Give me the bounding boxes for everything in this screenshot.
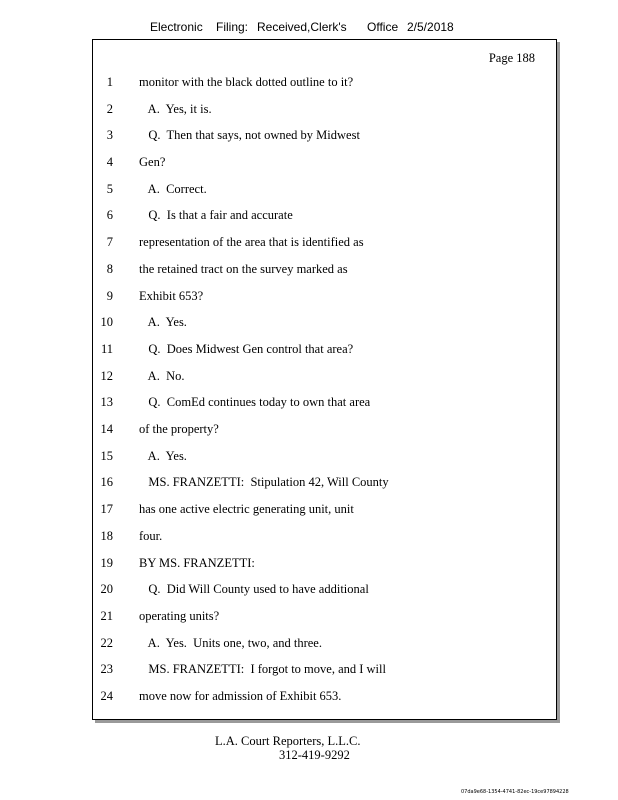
line-number: 21 (100, 609, 113, 623)
line-text: MS. FRANZETTI: I forgot to move, and I will (139, 662, 386, 676)
line-number: 15 (100, 449, 113, 463)
transcript-line (93, 315, 556, 333)
transcript-line (93, 556, 556, 574)
line-number: 11 (100, 342, 113, 356)
line-number: 2 (106, 102, 113, 116)
header-date: 2/5/2018 (407, 20, 454, 34)
transcript-line (93, 155, 556, 173)
line-number: 19 (100, 556, 113, 570)
header-electronic: Electronic (150, 20, 203, 34)
transcript-line (93, 475, 556, 493)
footer-phone: 312-419-9292 (279, 748, 350, 762)
transcript-line (93, 636, 556, 654)
line-number: 10 (100, 315, 113, 329)
line-text: monitor with the black dotted outline to it? (139, 75, 354, 89)
transcript-line (93, 235, 556, 253)
transcript-line (93, 369, 556, 387)
line-text: Q. Did Will County used to have additional (139, 582, 369, 596)
header-received: Received,Clerk's (257, 20, 347, 34)
line-number: 1 (106, 75, 113, 89)
transcript-line (93, 75, 556, 93)
line-text: A. Correct. (139, 182, 207, 196)
line-number: 20 (100, 582, 113, 596)
line-number: 16 (100, 475, 113, 489)
line-text: A. Yes, it is. (139, 102, 212, 116)
transcript-page (92, 39, 557, 720)
line-text: operating units? (139, 609, 220, 623)
line-number: 8 (106, 262, 113, 276)
transcript-line (93, 262, 556, 280)
line-text: MS. FRANZETTI: Stipulation 42, Will County (139, 475, 389, 489)
transcript-line (93, 182, 556, 200)
line-number: 7 (106, 235, 113, 249)
transcript-line (93, 609, 556, 627)
transcript-line (93, 128, 556, 146)
line-number: 5 (106, 182, 113, 196)
line-text: Q. Is that a fair and accurate (139, 208, 293, 222)
line-number: 13 (100, 395, 113, 409)
line-text: Exhibit 653? (139, 289, 204, 303)
line-number: 9 (106, 289, 113, 303)
line-number: 24 (100, 689, 113, 703)
transcript-line (93, 449, 556, 467)
line-text: the retained tract on the survey marked as (139, 262, 348, 276)
transcript-line (93, 662, 556, 680)
line-text: four. (139, 529, 163, 543)
transcript-line (93, 582, 556, 600)
transcript-line (93, 289, 556, 307)
filing-stamp-header (0, 20, 618, 36)
transcript-line (93, 422, 556, 440)
transcript-line (93, 342, 556, 360)
line-text: of the property? (139, 422, 219, 436)
line-text: BY MS. FRANZETTI: (139, 556, 255, 570)
line-text: move now for admission of Exhibit 653. (139, 689, 342, 703)
line-number: 6 (106, 208, 113, 222)
transcript-line (93, 502, 556, 520)
document-id: 07da9e68-1354-4741-82ec-19ce97894228 (461, 789, 569, 795)
line-number: 23 (100, 662, 113, 676)
line-text: Q. ComEd continues today to own that area (139, 395, 371, 409)
line-number: 18 (100, 529, 113, 543)
page-number: Page 188 (488, 51, 535, 65)
line-text: A. Yes. (139, 315, 187, 329)
footer-company: L.A. Court Reporters, L.L.C. (215, 734, 361, 748)
header-office: Office (367, 20, 399, 34)
line-text: Q. Does Midwest Gen control that area? (139, 342, 354, 356)
line-text: Q. Then that says, not owned by Midwest (139, 128, 360, 142)
header-filing: Filing: (216, 20, 249, 34)
line-number: 14 (100, 422, 113, 436)
line-text: A. Yes. (139, 449, 187, 463)
transcript-line (93, 689, 556, 707)
line-number: 4 (106, 155, 113, 169)
line-number: 12 (100, 369, 113, 383)
transcript-line (93, 395, 556, 413)
line-number: 22 (100, 636, 113, 650)
line-text: A. Yes. Units one, two, and three. (139, 636, 322, 650)
line-text: Gen? (139, 155, 166, 169)
transcript-line (93, 102, 556, 120)
line-number: 3 (106, 128, 113, 142)
line-text: has one active electric generating unit, unit (139, 502, 354, 516)
line-text: A. No. (139, 369, 185, 383)
transcript-line (93, 208, 556, 226)
transcript-line (93, 529, 556, 547)
line-number: 17 (100, 502, 113, 516)
line-text: representation of the area that is identified as (139, 235, 364, 249)
